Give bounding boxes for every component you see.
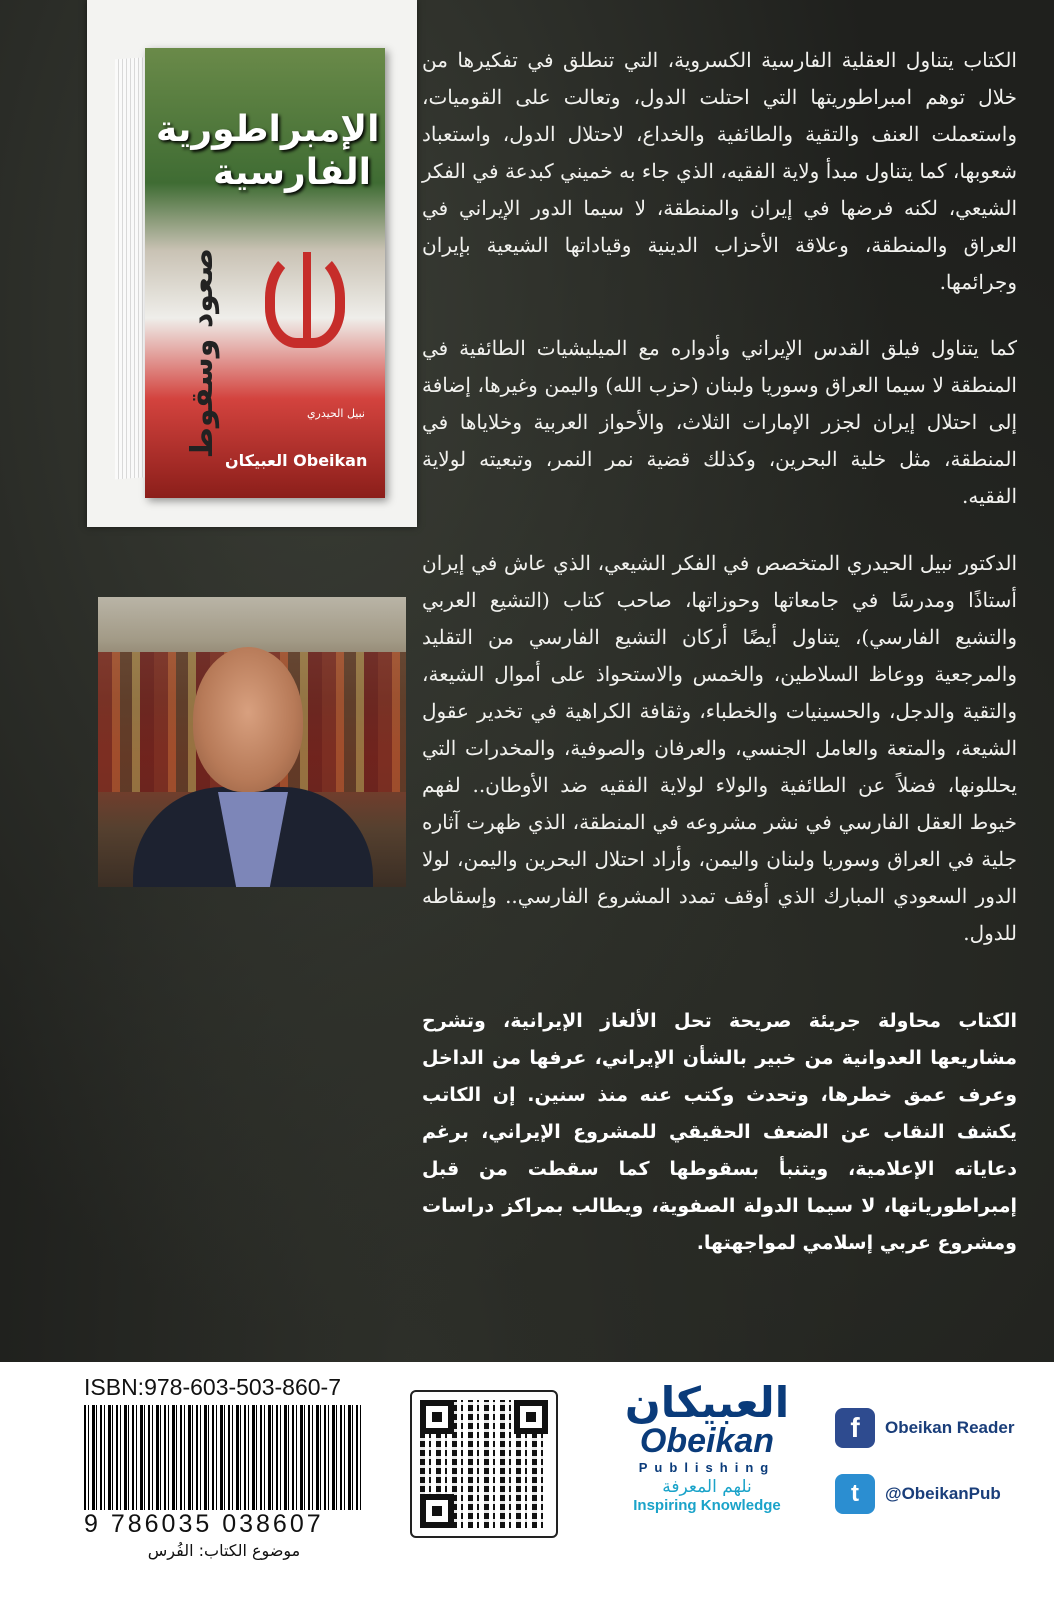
- barcode-icon: [84, 1405, 364, 1510]
- publisher-name-latin: Obeikan: [639, 1422, 775, 1460]
- qr-eye-icon: [514, 1400, 548, 1434]
- author-face: [193, 647, 303, 792]
- blurb-paragraph-3: [422, 545, 1017, 952]
- blurb-paragraph-2: [422, 330, 1017, 515]
- publisher-publishing: Publishing: [638, 1460, 776, 1475]
- book-front-face: [145, 48, 385, 498]
- paragraph-text: كما يتناول فيلق القدس الإيراني وأدواره مع الميليشيات الطائفية في المنطقة لا سيما العراق وسوريا ولبنان (حزب الله) واليمن وغيرها، إضافة إلى احتلال إيران لجزر الإمارات الثلاث، والأحواز العربية وخلاياها في المنطقة، مثل خلية البحرين، وكذلك قضية نمر النمر، وتبعيته لولاية الفقيه.: [422, 336, 1017, 508]
- book-title: الإمبراطورية الفارسية: [156, 109, 380, 194]
- book-author: نبيل الحيدري: [306, 407, 365, 420]
- facebook-handle: Obeikan Reader: [885, 1418, 1015, 1437]
- publisher-name-arabic: العبيكان: [624, 1378, 790, 1427]
- iran-emblem-icon: [265, 248, 345, 348]
- barcode-block: [84, 1374, 364, 1560]
- qr-eye-icon: [420, 1494, 454, 1528]
- qr-code-pattern: [420, 1400, 548, 1528]
- barcode-digits: 9 786035 038607: [84, 1510, 324, 1538]
- paragraph-text: الكتاب محاولة جريئة صريحة تحل الألغاز الإيرانية، وتشرح مشاريعها العدوانية من خبير بالشأن الإيراني، عرفها من الداخل وعرف عمق خطرها، وتحدث وكتب عنه منذ سنين. إن الكاتب يكشف النقاب عن الضعف الحقيقي للمشروع الإيراني، برغم دعاياته الإعلامية، ويتنبأ بسقوطها كما سقطت من قبل إمبراطورياتها، لا سيما الدولة الصفوية، ويطالب بمراكز دراسات ومشروع عربي إسلامي لمواجهتها.: [422, 1010, 1017, 1254]
- blurb-paragraph-4: [422, 1003, 1017, 1262]
- twitter-link: [835, 1474, 1014, 1514]
- book-subtitle: صعود وسقوط: [185, 248, 220, 459]
- back-cover-footer: [0, 1362, 1054, 1617]
- facebook-link: [835, 1408, 1014, 1448]
- social-links: [835, 1408, 1014, 1540]
- author-photo: [98, 597, 406, 887]
- isbn-text: ISBN:978-603-503-860-7: [84, 1374, 341, 1400]
- twitter-icon: t: [835, 1474, 875, 1514]
- paragraph-text: الدكتور نبيل الحيدري المتخصص في الفكر الشيعي، الذي عاش في إيران أستاذًا ومدرسًا في جامعاتها وحوزاتها، صاحب كتاب (التشيع العربي والتشيع الفارسي)، يتناول أيضًا أركان التشيع الفارسي من التقليد والمرجعية ووعاظ السلاطين، والخمس والاستحواذ على أموال الشيعة، والتقية والدجل، والحسينيات والخطباء، وثقافة الكراهية في تخدير عقول الشيعة، والمتعة والعامل الجنسي، والعرفان والصوفية، والمخدرات التي يحللونها، فضلاً عن الطائفية والولاء لولاية الفقيه ضد الأوطان.. لفهم خيوط العقل الفارسي في نشر مشروعه في المنطقة، الذي ظهرت آثاره جلية في العراق وسوريا ولبنان واليمن، وأراد احتلال البحرين واليمن، لولا الدور السعودي المبارك الذي أوقف تمدد المشروع الفارسي.. وإسقاطه للدول.: [422, 551, 1017, 945]
- book-publisher-logo: العبيكان Obeikan: [225, 451, 368, 470]
- blurb-paragraph-1: [422, 42, 1017, 301]
- publisher-logo: [612, 1378, 802, 1514]
- facebook-icon: f: [835, 1408, 875, 1448]
- qr-eye-icon: [420, 1400, 454, 1434]
- book-3d-render: [115, 48, 385, 498]
- qr-code-icon: [410, 1390, 558, 1538]
- twitter-handle: @ObeikanPub: [885, 1484, 1001, 1503]
- paragraph-text: الكتاب يتناول العقلية الفارسية الكسروية، التي تنطلق في تفكيرها من خلال توهم امبراطوريتها التي احتلت الدول، وتعالت على القوميات، واستعملت العنف والتقية والطائفية والخداع، لاحتلال الدول، واستعباد شعوبها، كما يتناول مبدأ ولاية الفقيه، الذي جاء به خميني كبدعة في الفكر الشيعي، لكنه فرضها في إيران والمنطقة، لا سيما الدور الإيراني في العراق والمنطقة، وعلاقة الأحزاب الدينية وقياداتها الشيعية بإيران وجرائمها.: [422, 48, 1017, 294]
- publisher-tagline-arabic: نلهم المعرفة: [662, 1477, 752, 1497]
- book-cover-thumbnail: [87, 0, 417, 527]
- book-subject: موضوع الكتاب: الفُرس: [147, 1541, 301, 1560]
- publisher-tagline-english: Inspiring Knowledge: [633, 1497, 781, 1514]
